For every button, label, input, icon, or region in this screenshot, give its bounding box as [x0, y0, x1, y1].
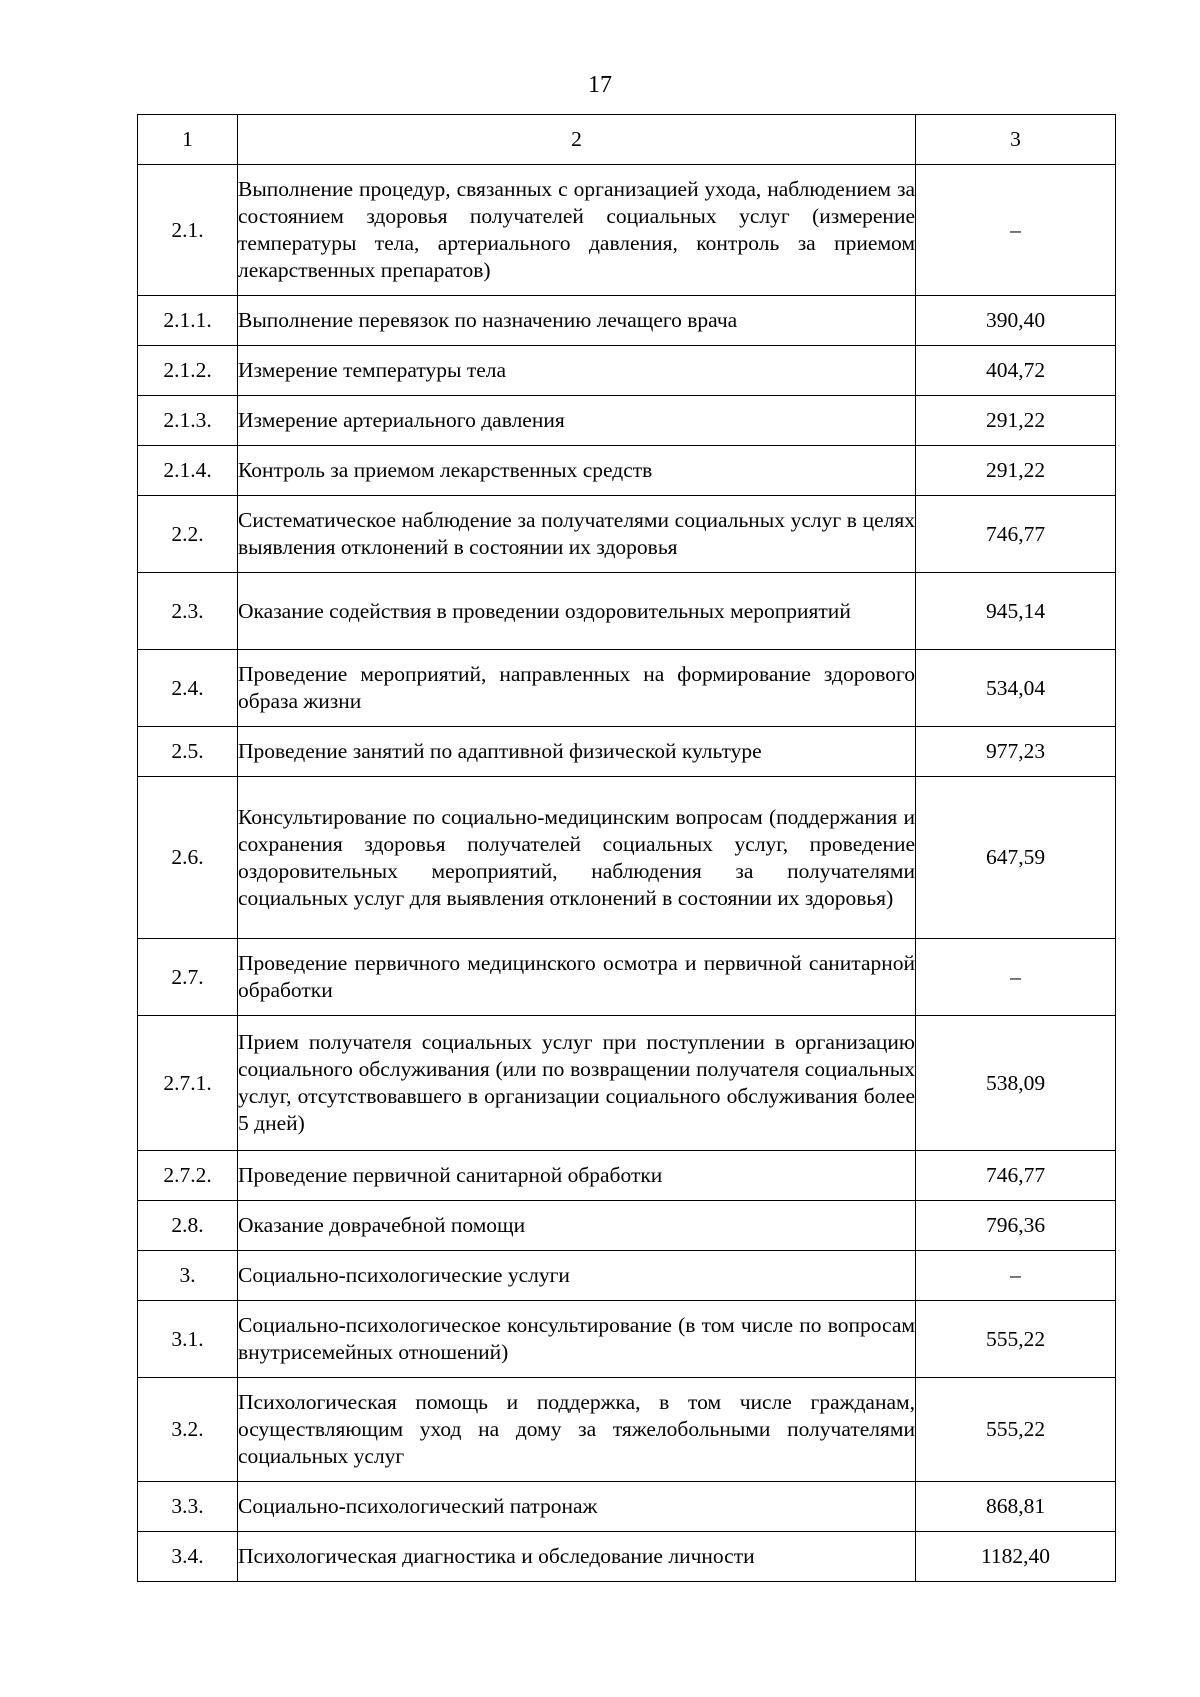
row-number: 2.6. — [138, 777, 238, 939]
service-price: 746,77 — [916, 1151, 1116, 1201]
service-price: 291,22 — [916, 446, 1116, 496]
table-row — [138, 165, 1116, 296]
service-price: 390,40 — [916, 296, 1116, 346]
row-number: 2.1.2. — [138, 346, 238, 396]
row-number: 2.7.1. — [138, 1016, 238, 1151]
service-price: 945,14 — [916, 573, 1116, 650]
row-number: 2.1.4. — [138, 446, 238, 496]
service-description: Проведение занятий по адаптивной физической культуре — [238, 727, 916, 777]
table-row — [138, 446, 1116, 496]
service-description: Выполнение перевязок по назначению лечащего врача — [238, 296, 916, 346]
column-header-3: 3 — [916, 115, 1116, 165]
services-price-table — [137, 114, 1116, 1582]
row-number: 2.5. — [138, 727, 238, 777]
service-price: 647,59 — [916, 777, 1116, 939]
table-row — [138, 1482, 1116, 1532]
service-price: 555,22 — [916, 1301, 1116, 1378]
row-number: 2.1.1. — [138, 296, 238, 346]
service-price: 796,36 — [916, 1201, 1116, 1251]
page-number: 17 — [588, 72, 612, 98]
column-header-1: 1 — [138, 115, 238, 165]
table-row — [138, 573, 1116, 650]
table-row — [138, 346, 1116, 396]
service-description: Проведение мероприятий, направленных на формирование здорового образа жизни — [238, 650, 916, 727]
service-price: 534,04 — [916, 650, 1116, 727]
service-description: Социально-психологический патронаж — [238, 1482, 916, 1532]
service-description: Систематическое наблюдение за получателями социальных услуг в целях выявления отклонений в состоянии их здоровья — [238, 496, 916, 573]
table-row — [138, 396, 1116, 446]
table-row — [138, 1201, 1116, 1251]
service-description: Проведение первичной санитарной обработки — [238, 1151, 916, 1201]
service-price: 1182,40 — [916, 1532, 1116, 1582]
service-price: 555,22 — [916, 1378, 1116, 1482]
service-description: Социально-психологические услуги — [238, 1251, 916, 1301]
service-price: 977,23 — [916, 727, 1116, 777]
row-number: 2.2. — [138, 496, 238, 573]
row-number: 3.1. — [138, 1301, 238, 1378]
table-row — [138, 1301, 1116, 1378]
service-description: Измерение температуры тела — [238, 346, 916, 396]
service-description: Социально-психологическое консультирование (в том числе по вопросам внутрисемейных отношений) — [238, 1301, 916, 1378]
row-number: 2.3. — [138, 573, 238, 650]
row-number: 2.1. — [138, 165, 238, 296]
row-number: 2.7.2. — [138, 1151, 238, 1201]
table-header-row — [138, 115, 1116, 165]
service-description: Оказание доврачебной помощи — [238, 1201, 916, 1251]
service-price: – — [916, 1251, 1116, 1301]
table-row — [138, 1378, 1116, 1482]
table-row — [138, 1151, 1116, 1201]
table-row — [138, 1016, 1116, 1151]
service-description: Консультирование по социально-медицинским вопросам (поддержания и сохранения здоровья получателей социальных услуг, проведение оздоровительных мероприятий, наблюдения за получателями социальных услуг для выявления отклонений в состоянии их здоровья) — [238, 777, 916, 939]
row-number: 2.7. — [138, 939, 238, 1016]
column-header-2: 2 — [238, 115, 916, 165]
row-number: 3. — [138, 1251, 238, 1301]
service-description: Проведение первичного медицинского осмотра и первичной санитарной обработки — [238, 939, 916, 1016]
service-description: Психологическая диагностика и обследование личности — [238, 1532, 916, 1582]
service-price: 868,81 — [916, 1482, 1116, 1532]
table-row — [138, 496, 1116, 573]
table-row — [138, 777, 1116, 939]
table-row — [138, 1251, 1116, 1301]
service-description: Прием получателя социальных услуг при поступлении в организацию социального обслуживания (или по возвращении получателя социальных услуг, отсутствовавшего в организации социального обслуживания более 5 дней) — [238, 1016, 916, 1151]
row-number: 2.8. — [138, 1201, 238, 1251]
service-description: Контроль за приемом лекарственных средств — [238, 446, 916, 496]
table-row — [138, 939, 1116, 1016]
service-description: Выполнение процедур, связанных с организацией ухода, наблюдением за состоянием здоровья получателей социальных услуг (измерение температуры тела, артериального давления, контроль за приемом лекарственных препаратов) — [238, 165, 916, 296]
table-row — [138, 296, 1116, 346]
service-price: – — [916, 939, 1116, 1016]
service-price: 404,72 — [916, 346, 1116, 396]
service-description: Психологическая помощь и поддержка, в том числе гражданам, осуществляющим уход на дому за тяжелобольными получателями социальных услуг — [238, 1378, 916, 1482]
service-description: Оказание содействия в проведении оздоровительных мероприятий — [238, 573, 916, 650]
table-row — [138, 727, 1116, 777]
service-description: Измерение артериального давления — [238, 396, 916, 446]
row-number: 3.2. — [138, 1378, 238, 1482]
row-number: 3.3. — [138, 1482, 238, 1532]
row-number: 2.1.3. — [138, 396, 238, 446]
table-row — [138, 1532, 1116, 1582]
service-price: 538,09 — [916, 1016, 1116, 1151]
service-price: 291,22 — [916, 396, 1116, 446]
service-price: – — [916, 165, 1116, 296]
row-number: 2.4. — [138, 650, 238, 727]
service-price: 746,77 — [916, 496, 1116, 573]
table-row — [138, 650, 1116, 727]
row-number: 3.4. — [138, 1532, 238, 1582]
